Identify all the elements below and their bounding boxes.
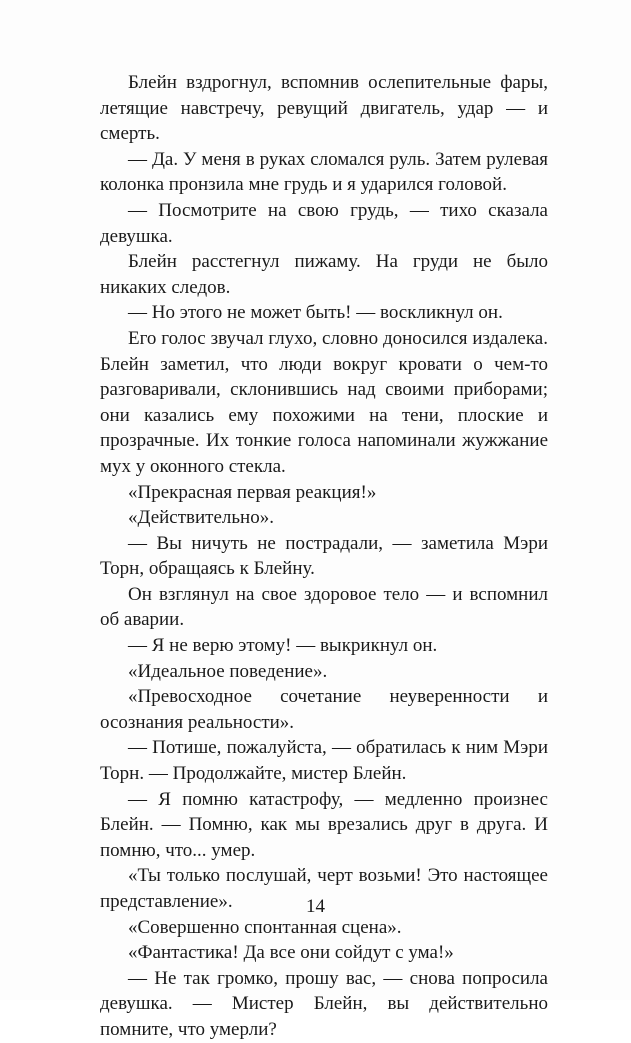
paragraph-19: — Не так громко, прошу вас, — снова попросила девушка. — Мистер Блейн, вы действительно помните, что умерли? — [100, 967, 548, 1040]
paragraph-13: «Превосходное сочетание неуверенности и осознания реальности». — [100, 686, 548, 733]
paragraph-6: Его голос звучал глухо, словно доносился издалека. Блейн заметил, что люди вокруг кровати о чем-то разговаривали, склонившись над своими приборами; они казались ему похожими на тени, плоские и прозрачные. Их тонкие голоса напоминали жужжание мух у оконного стекла. — [100, 327, 548, 477]
paragraph-5: — Но этого не может быть! — воскликнул он. — [128, 302, 503, 324]
paragraph-3: — Посмотрите на свою грудь, — тихо сказала девушка. — [100, 199, 548, 247]
paragraph-9: — Вы ничуть не пострадали, — заметила Мэри Торн, обращаясь к Блейну. — [100, 532, 548, 580]
paragraph-14: — Потише, пожалуйста, — обратилась к ним Мэри Торн. — Продолжайте, мистер Блейн. — [100, 737, 548, 785]
paragraph-4: Блейн расстегнул пижаму. На груди не было никаких следов. — [100, 251, 548, 298]
paragraph-2: — Да. У меня в руках сломался руль. Затем рулевая колонка пронзила мне грудь и я ударился головой. — [100, 148, 548, 196]
paragraph-18: «Фантастика! Да все они сойдут с ума!» — [128, 942, 454, 964]
paragraph-15: — Я помню катастрофу, — медленно произнес Блейн. — Помню, как мы врезались друг в друга. И помню, что... умер. — [100, 788, 548, 861]
paragraph-10: Он взглянул на свое здоровое тело — и вспомнил об аварии. — [100, 583, 548, 631]
paragraph-12: «Идеальное поведение». — [128, 660, 328, 682]
paragraph-1: Блейн вздрогнул, вспомнив ослепительные фары, летящие навстречу, ревущий двигатель, удар — и смерть. — [100, 72, 548, 145]
paragraph-16: «Ты только послушай, черт возьми! Это настоящее представление». — [100, 865, 548, 912]
page-number: 14 — [306, 896, 325, 917]
paragraph-8: «Действительно». — [128, 507, 274, 529]
paragraph-7: «Прекрасная первая реакция!» — [128, 481, 377, 503]
paragraph-11: — Я не верю этому! — выкрикнул он. — [128, 635, 438, 657]
paragraph-17: «Совершенно спонтанная сцена». — [128, 916, 402, 938]
